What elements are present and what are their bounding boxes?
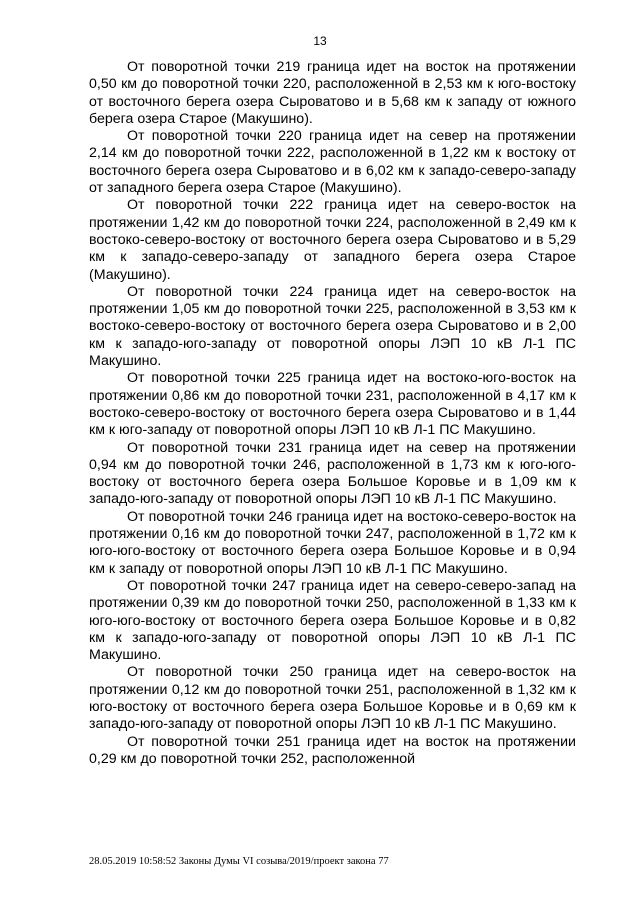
paragraph: От поворотной точки 225 граница идет на востоко-юго-восток на протяжении 0,86 км до поворотной точки 231, расположенной в 4,17 км к востоко-северо-востоку от восточного берега озера Сыроватово и в 1,44 км к юго-западу от поворотной опоры ЛЭП 10 кВ Л-1 ПС Макушино.	[89, 370, 576, 439]
paragraph: От поворотной точки 220 граница идет на север на протяжении 2,14 км до поворотной точки 222, расположенной в 1,22 км к востоку от восточного берега озера Сыроватово и в 6,02 км к западо-северо-западу от западного берега озера Старое (Макушино).	[89, 128, 576, 197]
document-footer: 28.05.2019 10:58:52 Законы Думы VI созыва/2019/проект закона 77	[89, 856, 389, 867]
paragraph: От поворотной точки 251 граница идет на восток на протяжении 0,29 км до поворотной точки 252, расположенной	[89, 733, 576, 767]
paragraph: От поворотной точки 247 граница идет на северо-северо-запад на протяжении 0,39 км до поворотной точки 250, расположенной в 1,33 км к юго-юго-востоку от восточного берега озера Большое Коровье и в 0,82 км к западо-юго-западу от поворотной опоры ЛЭП 10 кВ Л-1 ПС Макушино.	[89, 577, 576, 664]
paragraph: От поворотной точки 231 граница идет на север на протяжении 0,94 км до поворотной точки 246, расположенной в 1,73 км к юго-юго-востоку от восточного берега озера Большое Коровье и в 1,09 км к западо-юго-западу от поворотной опоры ЛЭП 10 кВ Л-1 ПС Макушино.	[89, 439, 576, 508]
paragraph: От поворотной точки 224 граница идет на северо-восток на протяжении 1,05 км до поворотной точки 225, расположенной в 3,53 км к востоко-северо-востоку от восточного берега озера Сыроватово и в 2,00 км к западо-юго-западу от поворотной опоры ЛЭП 10 кВ Л-1 ПС Макушино.	[89, 283, 576, 370]
paragraph: От поворотной точки 250 граница идет на северо-восток на протяжении 0,12 км до поворотной точки 251, расположенной в 1,32 км к юго-востоку от восточного берега озера Большое Коровье и в 0,69 км к западо-юго-западу от поворотной опоры ЛЭП 10 кВ Л-1 ПС Макушино.	[89, 664, 576, 733]
paragraph: От поворотной точки 246 граница идет на востоко-северо-восток на протяжении 0,16 км до поворотной точки 247, расположенной в 1,72 км к юго-юго-востоку от восточного берега озера Большое Коровье и в 0,94 км к западу от поворотной опоры ЛЭП 10 кВ Л-1 ПС Макушино.	[89, 508, 576, 577]
paragraph: От поворотной точки 222 граница идет на северо-восток на протяжении 1,42 км до поворотной точки 224, расположенной в 2,49 км к востоко-северо-востоку от восточного берега озера Сыроватово и в 5,29 км к западо-северо-западу от западного берега озера Старое (Макушино).	[89, 197, 576, 283]
paragraph: От поворотной точки 219 граница идет на восток на протяжении 0,50 км до поворотной точки 220, расположенной в 2,53 км к юго-востоку от восточного берега озера Сыроватово и в 5,68 км к западу от южного берега озера Старое (Макушино).	[89, 59, 576, 127]
document-body	[89, 59, 576, 768]
page-number: 13	[313, 34, 327, 48]
